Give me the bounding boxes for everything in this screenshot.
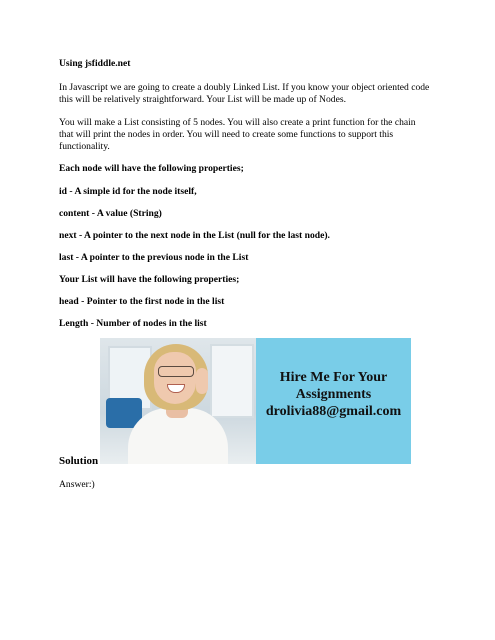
property-content: content - A value (String)	[59, 208, 162, 219]
node-properties-heading: Each node will have the following properties;	[59, 163, 244, 174]
task-line-1: You will make a List consisting of 5 nodes. You will also create a print function for the chain	[59, 117, 416, 128]
intro-line-2: this will be relatively straightforward. Your List will be made up of Nodes.	[59, 94, 346, 105]
advert-line-2: Assignments	[295, 387, 372, 402]
property-head: head - Pointer to the first node in the list	[59, 296, 225, 307]
answer-label: Answer:)	[59, 479, 95, 490]
hire-me-banner	[100, 338, 411, 464]
property-id: id - A simple id for the node itself,	[59, 186, 197, 197]
solution-label: Solution	[59, 455, 99, 467]
property-next: next - A pointer to the next node in the List (null for the last node).	[59, 230, 330, 241]
task-line-3: functionality.	[59, 141, 110, 152]
woman-photo	[100, 338, 256, 464]
property-last: last - A pointer to the previous node in the List	[59, 252, 249, 263]
property-length: Length - Number of nodes in the list	[59, 318, 207, 329]
intro-line-1: In Javascript we are going to create a doubly Linked List. If you know your object oriented code	[59, 82, 430, 93]
task-line-2: that will print the nodes in order. You will need to create some functions to support this	[59, 129, 394, 140]
advert-line-1: Hire Me For Your	[279, 370, 388, 385]
document-heading: Using jsfiddle.net	[59, 58, 131, 69]
advert-panel	[256, 338, 411, 464]
list-properties-heading: Your List will have the following properties;	[59, 274, 240, 285]
glasses-icon	[158, 366, 194, 377]
advert-email: drolivia88@gmail.com	[265, 404, 402, 419]
